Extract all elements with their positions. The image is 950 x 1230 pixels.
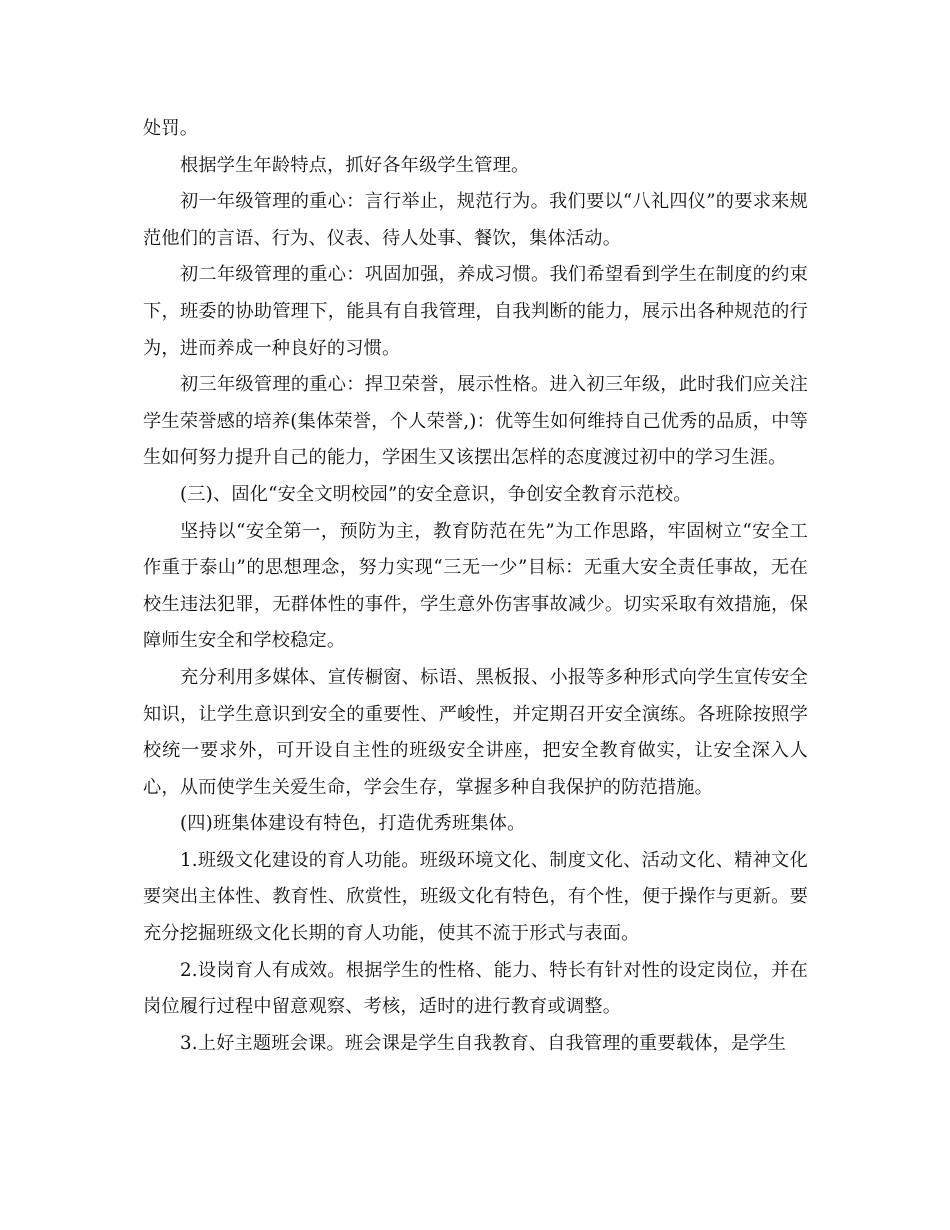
paragraph-grade-management-intro: 根据学生年龄特点，抓好各年级学生管理。 bbox=[180, 154, 530, 176]
list-item-class-culture: 1.班级文化建设的育人功能。班级环境文化、制度文化、活动文化、精神文化要突出主体性、教育性、欣赏性，班级文化有特色，有个性，便于操作与更新。要充分挖掘班级文化长期的育人功能，使其不流于形式与表面。 bbox=[143, 849, 808, 945]
paragraph-continuation: 处罚。 bbox=[143, 118, 199, 139]
paragraph-grade-nine-focus: 初三年级管理的重心：捍卫荣誉，展示性格。进入初三年级，此时我们应关注学生荣誉感的培养(集体荣誉，个人荣誉,)：优等生如何维持自己优秀的品质，中等生如何努力提升自己的能力，学困生又该摆出怎样的态度渡过初中的学习生涯。 bbox=[143, 374, 808, 469]
paragraph-safety-principles: 坚持以“安全第一，预防为主，教育防范在先”为工作思路，牢固树立“安全工作重于泰山”的思想理念，努力实现“三无一少”目标：无重大安全责任事故，无在校生违法犯罪，无群体性的事件，学生意外伤害事故减少。切实采取有效措施，保障师生安全和学校稳定。 bbox=[143, 520, 808, 652]
document-body bbox=[143, 111, 808, 1062]
section-heading-class-building: (四)班集体建设有特色，打造优秀班集体。 bbox=[180, 813, 526, 835]
list-item-class-meeting: 3.上好主题班会课。班会课是学生自我教育、自我管理的重要载体，是学生 bbox=[180, 1032, 787, 1054]
list-item-post-education: 2.设岗育人有成效。根据学生的性格、能力、特长有针对性的设定岗位，并在岗位履行过程中留意观察、考核，适时的进行教育或调整。 bbox=[143, 959, 808, 1018]
section-heading-safety: (三)、固化“安全文明校园”的安全意识，争创安全教育示范校。 bbox=[180, 483, 692, 505]
paragraph-safety-publicity: 充分利用多媒体、宣传橱窗、标语、黑板报、小报等多种形式向学生宣传安全知识，让学生意识到安全的重要性、严峻性，并定期召开安全演练。各班除按照学校统一要求外，可开设自主性的班级安全讲座，把安全教育做实，让安全深入人心，从而使学生关爱生命，学会生存，掌握多种自我保护的防范措施。 bbox=[143, 666, 808, 798]
paragraph-grade-eight-focus: 初二年级管理的重心：巩固加强，养成习惯。我们希望看到学生在制度的约束下，班委的协助管理下，能具有自我管理，自我判断的能力，展示出各种规范的行为，进而养成一种良好的习惯。 bbox=[143, 264, 808, 359]
paragraph-grade-seven-focus: 初一年级管理的重心：言行举止，规范行为。我们要以“八礼四仪”的要求来规范他们的言语、行为、仪表、待人处事、餐饮，集体活动。 bbox=[143, 191, 808, 249]
